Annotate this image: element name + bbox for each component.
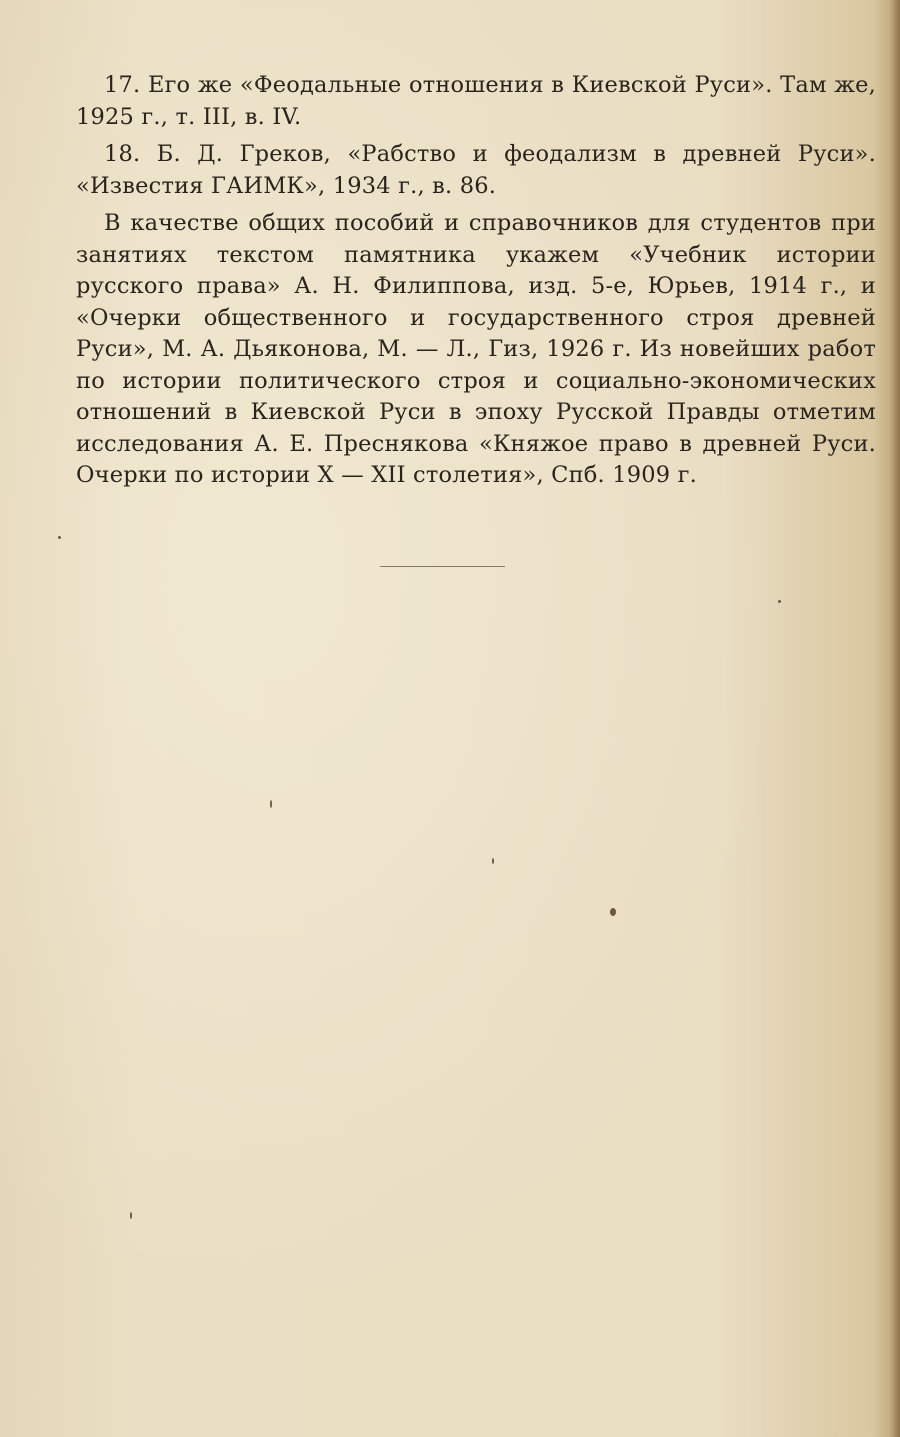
section-divider-rule: [380, 566, 505, 567]
paper-speck: [130, 1212, 132, 1219]
page-edge-shadow: [890, 0, 900, 1437]
paper-speck: [58, 536, 61, 539]
general-references-paragraph: В качестве общих пособий и справочников для студентов при занятиях текстом памятника укажем «Учебник истории русского права» А. Н. Филиппова, изд. 5-е, Юрьев, 1914 г., и «Очерки общественного и государственного строя древней Руси», М. А. Дьяконова, М. — Л., Гиз, 1926 г. Из новейших работ по истории политического строя и социально-экономических отношений в Киевской Руси в эпоху Русской Правды отметим исследования А. Е. Преснякова «Княжое право в древней Руси. Очерки по истории X — XII столетия», Спб. 1909 г.: [76, 210, 876, 488]
paper-speck: [610, 908, 616, 916]
paper-speck: [778, 600, 781, 603]
reference-item-17: 17. Его же «Феодальные отношения в Киевской Руси». Там же, 1925 г., т. III, в. IV.: [76, 72, 876, 130]
paper-speck: [492, 858, 494, 864]
reference-item-18: 18. Б. Д. Греков, «Рабство и феодализм в древней Руси». «Известия ГАИМК», 1934 г., в. 86.: [76, 141, 876, 199]
reference-text-block: [76, 70, 876, 498]
paper-speck: [270, 800, 272, 808]
